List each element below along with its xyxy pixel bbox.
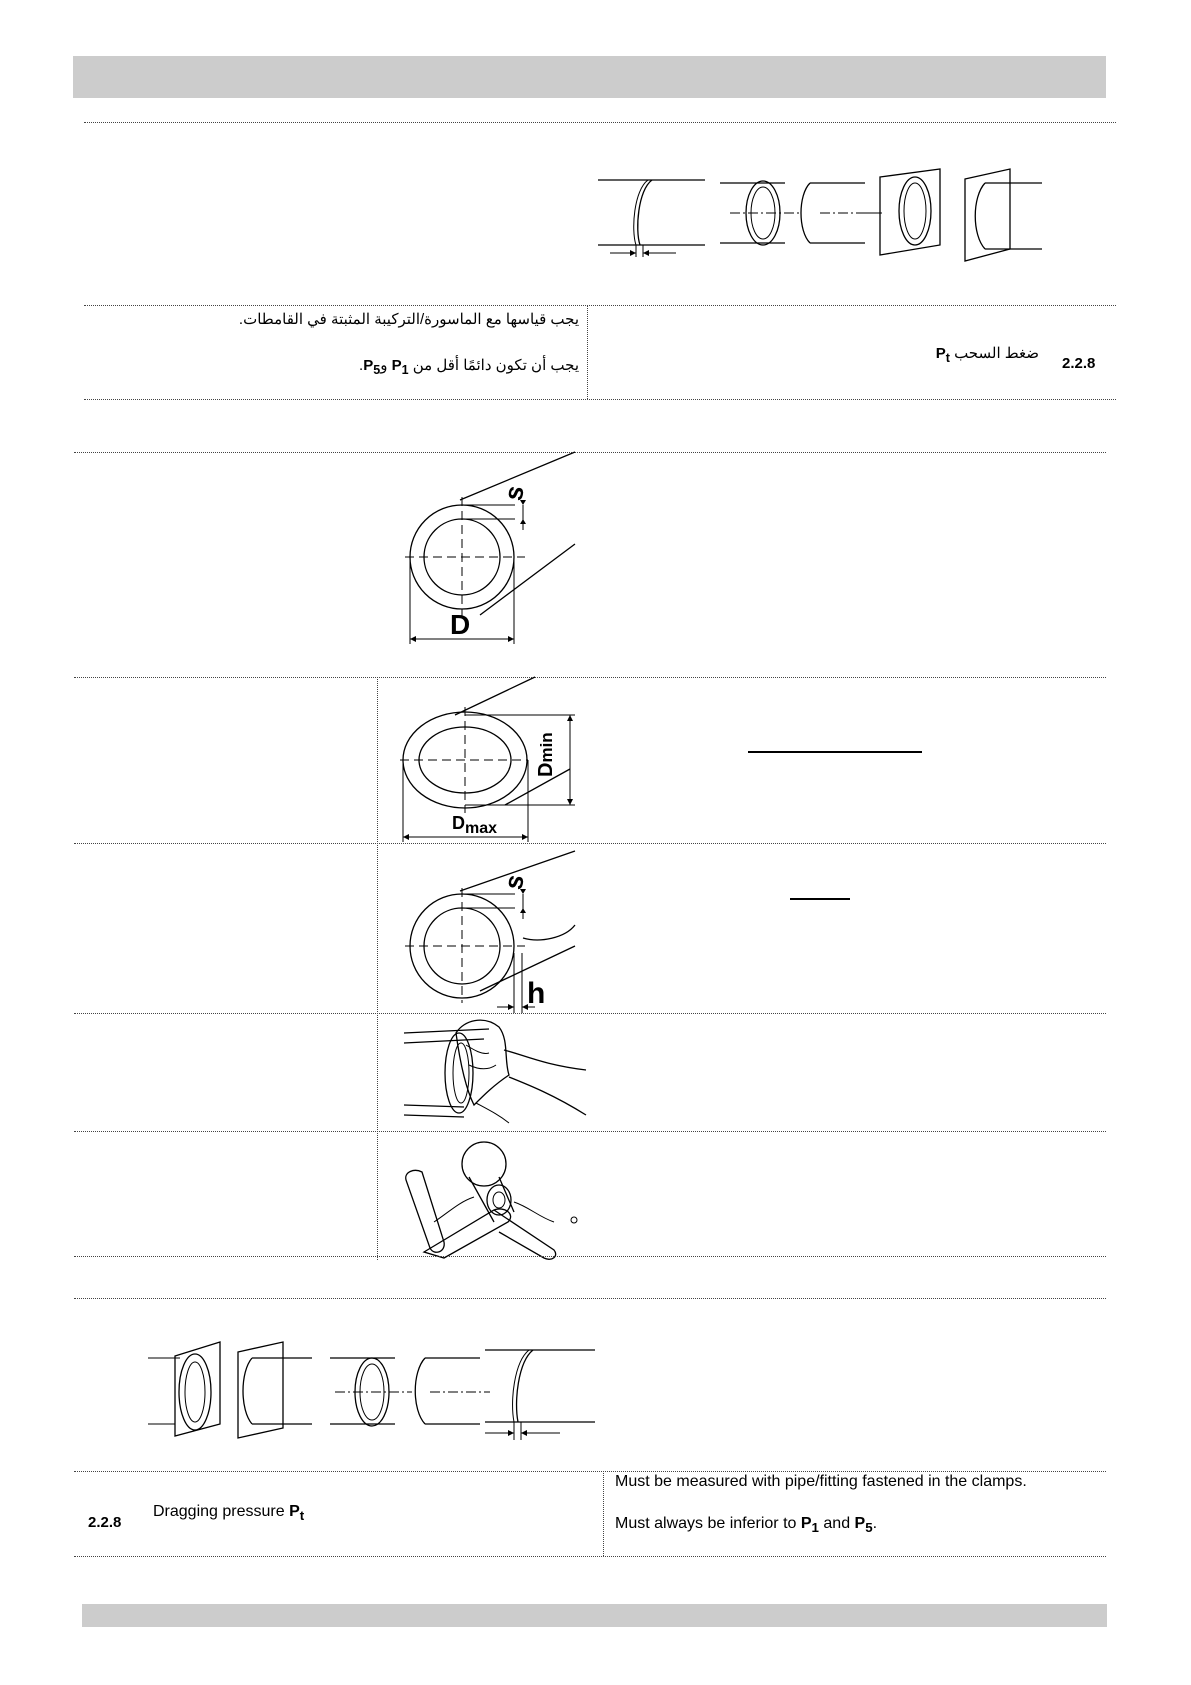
- pipe-alignment-figure-bottom: [140, 1340, 600, 1455]
- divider-line: [84, 305, 1116, 306]
- divider-line: [84, 399, 1116, 400]
- english-section-number: 2.2.8: [88, 1514, 122, 1531]
- footer-bar: [82, 1604, 1107, 1627]
- divider-line: [74, 677, 1106, 678]
- english-section-title: [153, 1503, 304, 1523]
- divider-line: [74, 1298, 1106, 1299]
- pipe-scraper-illustration: [404, 1132, 589, 1257]
- english-title-text: Dragging pressure: [153, 1503, 290, 1520]
- english-period: .: [872, 1515, 878, 1532]
- arabic-p5: [363, 357, 381, 377]
- pipe-bead-figure: [405, 843, 585, 1013]
- english-line2-text: Must always be inferior to: [615, 1515, 801, 1532]
- p1-subscript: 1: [401, 363, 409, 377]
- divider-line: [74, 1131, 1106, 1132]
- pt-subscript-en: t: [299, 1508, 305, 1524]
- dmax-sub: max: [465, 820, 498, 837]
- arabic-line2-text: يجب أن تكون دائمًا أقل من: [408, 357, 579, 374]
- pt-subscript: t: [945, 351, 950, 365]
- pt-symbol: P: [935, 345, 946, 362]
- arabic-and: و: [380, 357, 392, 374]
- p5-subscript-en: 5: [865, 1520, 873, 1536]
- arabic-p1: [391, 357, 409, 377]
- english-line1: Must be measured with pipe/fitting fastened in the clamps.: [615, 1473, 1027, 1490]
- divider-line: [74, 1256, 1106, 1257]
- english-p5: [854, 1515, 873, 1536]
- divider-line: [84, 122, 1116, 123]
- p5-symbol: P: [363, 357, 374, 374]
- fraction-line: [748, 751, 922, 753]
- arabic-line1: يجب قياسها مع الماسورة/التركيبة المثبتة في القامطات.: [238, 311, 579, 328]
- diameter-label: D: [450, 609, 471, 640]
- p5-symbol-en: P: [854, 1515, 866, 1532]
- arabic-section-number: 2.2.8: [1062, 355, 1096, 372]
- english-title-symbol: [289, 1503, 305, 1524]
- arabic-line2: [359, 356, 579, 377]
- divider-line: [74, 1471, 1106, 1472]
- p5-subscript: 5: [373, 363, 381, 377]
- column-divider: [603, 1471, 604, 1556]
- dmin-sub: min: [537, 732, 556, 763]
- pipe-ovality-figure: [400, 677, 590, 847]
- wall-thickness-label-2: s: [497, 871, 530, 893]
- pipe-section-diameter-figure: [405, 452, 585, 652]
- column-divider: [587, 305, 588, 399]
- fraction-line: [790, 898, 850, 900]
- arabic-title-text: ضغط السحب: [954, 345, 1039, 362]
- bead-label: h: [527, 977, 546, 1010]
- p1-symbol-en: P: [800, 1515, 812, 1532]
- divider-line: [74, 1013, 1106, 1014]
- wall-thickness-label: s: [497, 482, 530, 504]
- dmax-d: D: [452, 813, 465, 833]
- dmax-label: [452, 813, 497, 837]
- pt-symbol-en: P: [289, 1503, 300, 1520]
- pipe-cleaning-illustration: [404, 1015, 589, 1130]
- english-and: and: [818, 1515, 855, 1532]
- p1-symbol: P: [391, 357, 402, 374]
- p1-subscript-en: 1: [811, 1520, 819, 1536]
- english-p1: [800, 1515, 819, 1536]
- arabic-title-symbol: [935, 345, 950, 365]
- pipe-alignment-figure-top: [590, 165, 1050, 265]
- header-bar: [73, 56, 1106, 98]
- divider-line: [74, 452, 1106, 453]
- dmin-label: [535, 732, 557, 777]
- arabic-period: .: [359, 357, 364, 374]
- arabic-section-title: [936, 344, 1039, 365]
- divider-line: [74, 843, 1106, 844]
- dmin-d: D: [535, 762, 557, 777]
- english-line2: [615, 1515, 877, 1535]
- divider-line: [74, 1556, 1106, 1557]
- column-divider: [377, 677, 378, 1260]
